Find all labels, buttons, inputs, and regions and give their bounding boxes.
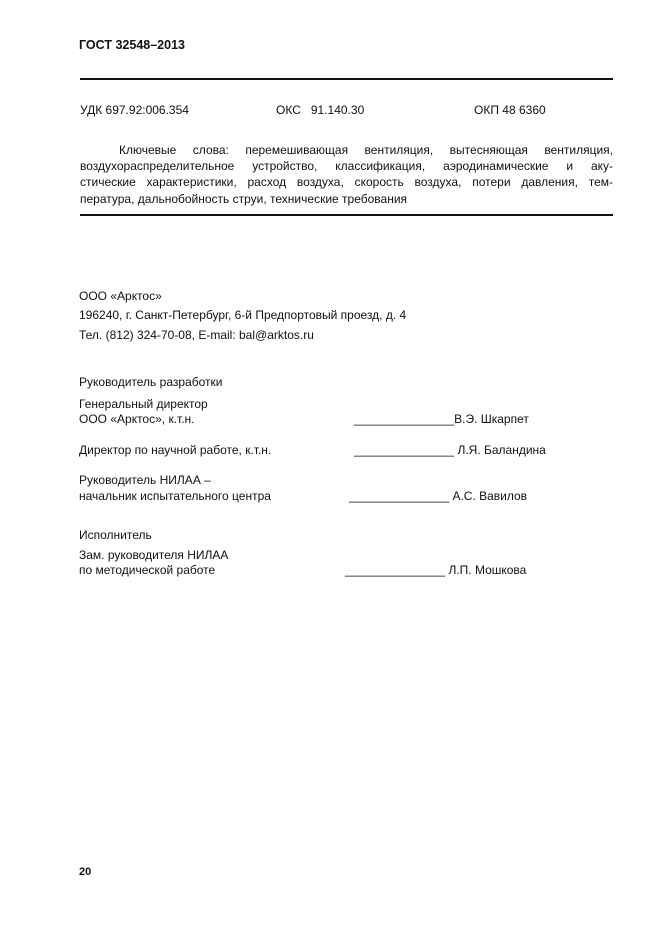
nilaa-head-role: начальник испытательного центра (79, 489, 271, 503)
gen-director-org: ООО «Арктос», к.т.н. (79, 412, 195, 426)
top-rule (80, 78, 613, 80)
science-director-title: Директор по научной работе, к.т.н. (79, 443, 272, 457)
executor-heading: Исполнитель (79, 528, 152, 542)
oks-code: ОКС 91.140.30 (276, 103, 365, 117)
udk-code: УДК 697.92:006.354 (80, 103, 189, 117)
organization-name: ООО «Арктос» (79, 289, 162, 303)
keywords-line: стические характеристики, расход воздуха, скорость воздуха, потери давления, тем- (80, 175, 613, 190)
gen-director-title: Генеральный директор (79, 397, 208, 411)
development-head-heading: Руководитель разработки (79, 375, 223, 389)
keywords-line: воздухораспределительное устройство, классификация, аэродинамические и аку- (80, 159, 613, 174)
document-header: ГОСТ 32548–2013 (79, 38, 185, 52)
okp-code: ОКП 48 6360 (474, 103, 546, 117)
keywords-line: Ключевые слова: перемешивающая вентиляция, вытесняющая вентиляция, (119, 143, 613, 157)
deputy-signature: _______________ Л.П. Мошкова (345, 563, 527, 577)
keywords-paragraph (80, 142, 613, 207)
nilaa-head-signature: _______________ А.С. Вавилов (349, 489, 528, 503)
deputy-title: Зам. руководителя НИЛАА (79, 548, 229, 562)
bottom-rule (80, 214, 613, 216)
organization-address: 196240, г. Санкт-Петербург, 6-й Предпортовый проезд, д. 4 (79, 308, 407, 322)
gen-director-signature: _______________В.Э. Шкарпет (354, 412, 529, 426)
page-number: 20 (79, 866, 92, 878)
organization-contacts: Тел. (812) 324-70-08, E-mail: bal@arktos.ru (79, 328, 314, 342)
keywords-line: пература, дальнобойность струи, технические требования (80, 191, 408, 206)
nilaa-head-title: Руководитель НИЛАА – (79, 473, 211, 487)
science-director-signature: _______________ Л.Я. Баландина (354, 443, 546, 457)
deputy-role: по методической работе (79, 563, 216, 577)
